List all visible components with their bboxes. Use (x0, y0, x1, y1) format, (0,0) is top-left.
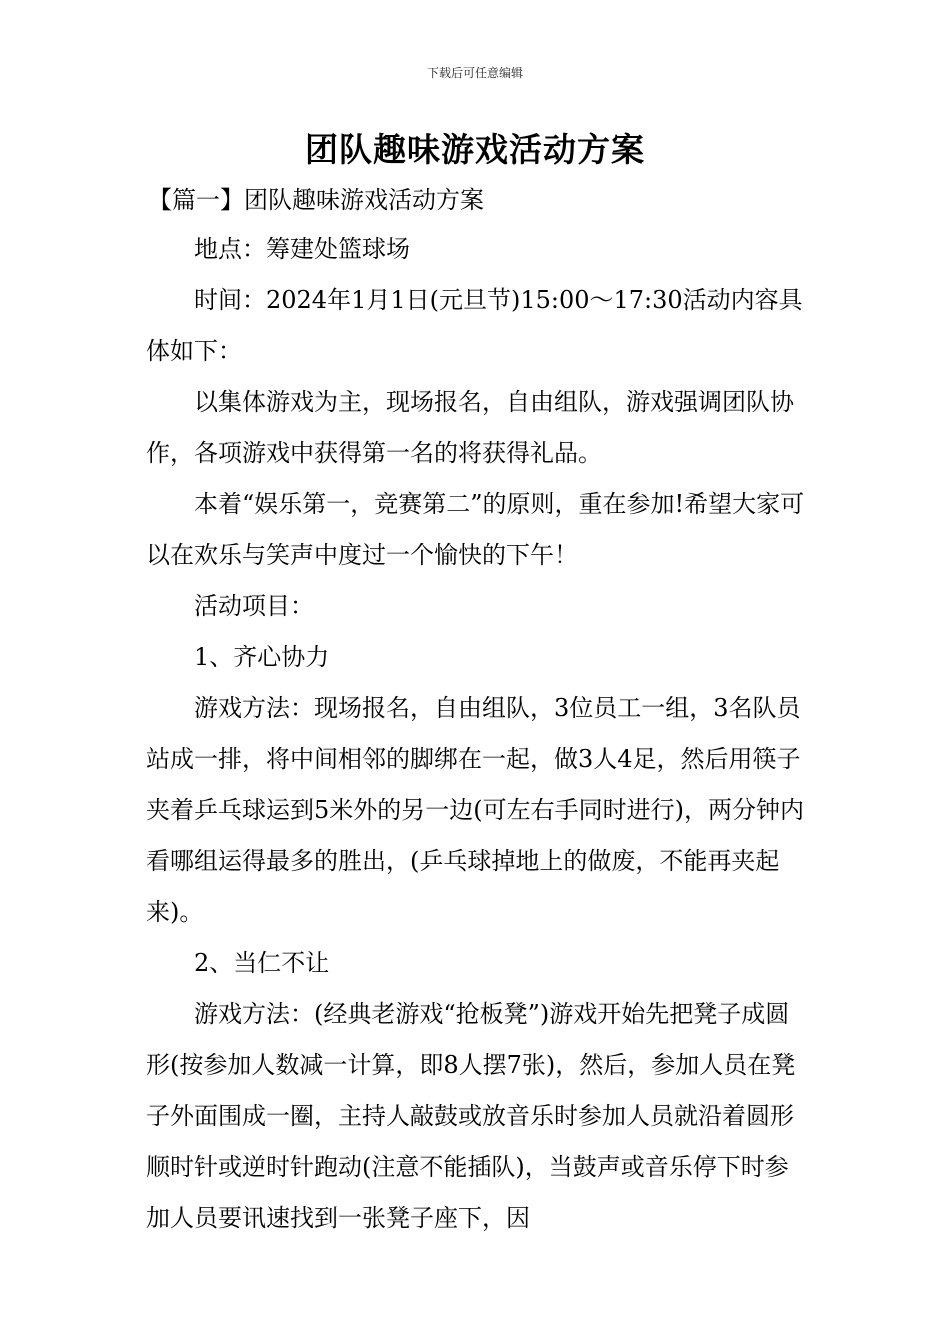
paragraph-item-1-title: 1、齐心协力 (194, 643, 330, 671)
paragraph-item-2-method: 游戏方法：(经典老游戏“抢板凳”)游戏开始先把凳子成圆形(按参加人数减一计算，即8人摆7张)，然后，参加人员在凳子外面围成一圈，主持人敲鼓或放音乐时参加人员就沿着圆形顺时针或逆时针跑动(注意不能插队)，当鼓声或音乐停下时参加人员要讯速找到一张凳子座下，因 (146, 1000, 796, 1232)
document-title: 团队趣味游戏活动方案 (305, 130, 645, 169)
header-note: 下载后可任意编辑 (426, 66, 523, 80)
paragraph-item-1-method: 游戏方法：现场报名，自由组队，3位员工一组，3名队员站成一排，将中间相邻的脚绑在一起，做3人4足，然后用筷子夹着乒乓球运到5米外的另一边(可左右手同时进行)，两分钟内看哪组运得最多的胜出，(乒乓球掉地上的做废，不能再夹起来)。 (146, 694, 804, 926)
section-heading: 【篇一】团队趣味游戏活动方案 (148, 186, 484, 214)
paragraph-activities-label: 活动项目： (194, 592, 314, 620)
paragraph-location: 地点：筹建处篮球场 (194, 235, 410, 263)
document-body (146, 224, 808, 1244)
paragraph-principle: 本着“娱乐第一，竞赛第二”的原则，重在参加!希望大家可以在欢乐与笑声中度过一个愉快的下午！ (146, 490, 805, 569)
paragraph-item-2-title: 2、当仁不让 (194, 949, 330, 977)
paragraph-intro: 以集体游戏为主，现场报名，自由组队，游戏强调团队协作，各项游戏中获得第一名的将获得礼品。 (146, 388, 794, 467)
paragraph-time: 时间：2024年1月1日(元旦节)15:00～17:30活动内容具体如下： (146, 286, 803, 365)
